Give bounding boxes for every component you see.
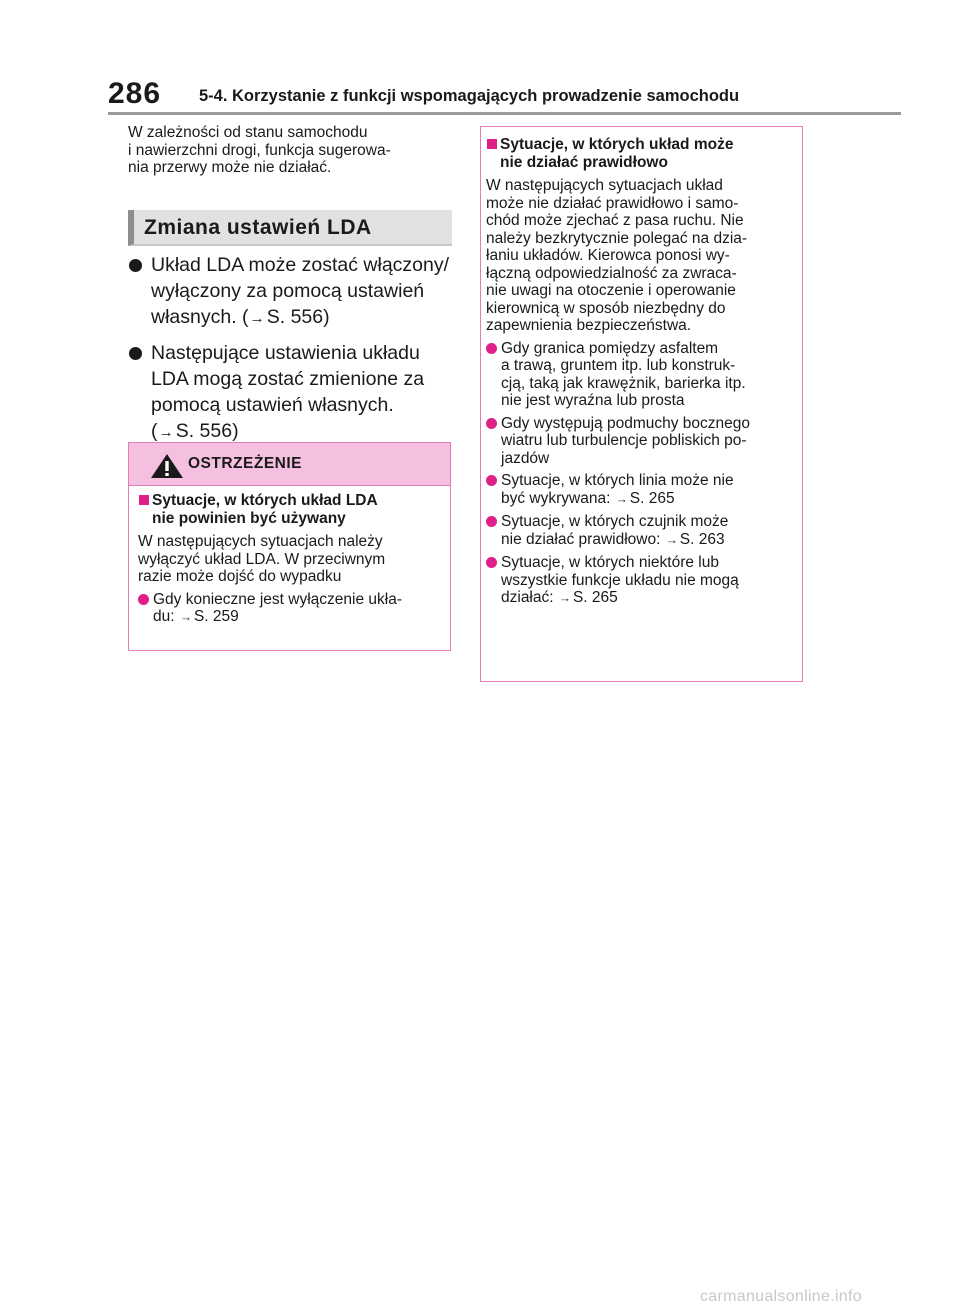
list-item — [486, 513, 800, 549]
subheading-line: nie powinien być używany — [152, 509, 346, 527]
limitations-body — [486, 136, 800, 613]
section-heading — [128, 210, 452, 246]
page-reference[interactable]: S. 263 — [679, 530, 725, 548]
page-header — [0, 0, 960, 120]
warning-subheading — [138, 492, 444, 527]
square-bullet-icon — [139, 495, 149, 505]
bullet-line: nie działać prawidłowo: — [501, 530, 665, 548]
bullet-line: a trawą, gruntem itp. lub konstruk- — [501, 357, 736, 374]
paragraph-line: łączną odpowiedzialność za zwraca- — [486, 264, 737, 282]
bullet-line: pomocą ustawień własnych. — [151, 394, 394, 416]
bullet-dot-icon — [486, 475, 497, 486]
paragraph-line: zapewnienia bezpieczeństwa. — [486, 317, 692, 334]
warning-header — [129, 443, 450, 486]
limitations-subheading — [486, 136, 800, 171]
paragraph-line: należy bezkrytycznie polegać na dzia- — [486, 229, 748, 247]
arrow-right-icon: → — [158, 424, 174, 441]
page-reference[interactable]: S. 259 — [193, 608, 239, 625]
list-item — [486, 554, 800, 608]
section-title: Zmiana ustawień LDA — [144, 216, 372, 239]
page-reference[interactable]: S. 265 — [629, 489, 675, 507]
paragraph-line: kierownicą w sposób niezbędny do — [486, 299, 726, 317]
subheading-line: Sytuacje, w których układ może — [500, 136, 734, 153]
header-divider — [108, 112, 901, 115]
bullet-dot-icon — [486, 418, 497, 429]
limitations-paragraph — [486, 177, 800, 335]
bullet-line: wyłączony za pomocą ustawień — [151, 280, 425, 302]
bullet-line: du: — [153, 608, 179, 625]
bullet-line: Sytuacje, w których linia może nie — [501, 472, 734, 489]
bullet-line: Sytuacje, w których niektóre lub — [501, 554, 719, 571]
square-bullet-icon — [487, 139, 497, 149]
list-item — [128, 340, 458, 446]
paragraph-line: W następujących sytuacjach układ — [486, 177, 723, 194]
arrow-right-icon: → — [615, 491, 628, 506]
bullet-dot-icon — [138, 594, 149, 605]
bullet-line: nie jest wyraźna lub prosta — [501, 392, 685, 409]
intro-line: i nawierzchni drogi, funkcja sugerowa- — [128, 141, 391, 159]
watermark: carmanualsonline.info — [700, 1288, 862, 1305]
warning-title: OSTRZEŻENIE — [188, 455, 303, 472]
bullet-line: Gdy konieczne jest wyłączenie ukła- — [153, 590, 402, 608]
bullet-line: ( — [151, 420, 158, 442]
list-item — [486, 340, 800, 410]
bullet-line: jazdów — [501, 449, 550, 467]
bullet-dot-icon — [129, 347, 142, 360]
chapter-title: 5-4. Korzystanie z funkcji wspomagających prowadzenie samochodu — [199, 87, 740, 105]
arrow-right-icon: → — [558, 591, 571, 605]
intro-line: nia przerwy może nie działać. — [128, 159, 332, 176]
bullet-line: Następujące ustawienia układu — [151, 342, 420, 364]
bullet-line: Gdy granica pomiędzy asfaltem — [501, 339, 719, 357]
bullet-dot-icon — [486, 343, 497, 354]
paragraph-line: łaniu układów. Kierowca ponosi wy- — [486, 247, 730, 264]
warning-box — [128, 442, 451, 651]
paragraph-line: W następujących sytuacjach należy — [138, 533, 383, 550]
page-reference[interactable]: S. 556) — [266, 306, 330, 328]
intro-paragraph — [128, 124, 452, 177]
bullet-dot-icon — [486, 557, 497, 568]
list-item — [486, 472, 800, 508]
bullet-line: LDA mogą zostać zmienione za — [151, 368, 425, 390]
bullet-line: wszystkie funkcje układu nie mogą — [501, 571, 739, 589]
paragraph-line: wyłączyć układ LDA. W przeciwnym — [138, 550, 386, 568]
subheading-line: Sytuacje, w których układ LDA — [152, 492, 378, 509]
bullet-line: Sytuacje, w których czujnik może — [501, 513, 729, 530]
paragraph-line: może nie działać prawidłowo i samo- — [486, 194, 739, 212]
settings-bullet-list — [128, 252, 458, 454]
list-item — [138, 591, 444, 627]
warning-paragraph — [138, 533, 444, 586]
arrow-right-icon: → — [179, 610, 192, 624]
list-item — [128, 252, 458, 332]
paragraph-line: razie może dojść do wypadku — [138, 568, 342, 585]
bullet-line: Układ LDA może zostać włączony/ — [151, 254, 450, 276]
arrow-right-icon: → — [249, 310, 265, 327]
left-intro — [128, 124, 452, 177]
limitations-box — [480, 126, 803, 682]
intro-line: W zależności od stanu samochodu — [128, 124, 368, 141]
warning-body — [138, 492, 444, 632]
page-reference[interactable]: S. 556) — [175, 420, 239, 442]
bullet-line: Gdy występują podmuchy bocznego — [501, 414, 751, 432]
bullet-line: być wykrywana: — [501, 489, 615, 507]
list-item — [486, 415, 800, 468]
warning-triangle-icon — [150, 453, 184, 479]
page-number: 286 — [108, 77, 162, 110]
subheading-line: nie działać prawidłowo — [500, 153, 668, 171]
page-reference[interactable]: S. 265 — [572, 589, 618, 606]
bullet-line: wiatru lub turbulencje pobliskich po- — [501, 432, 747, 449]
arrow-right-icon: → — [665, 532, 678, 547]
bullet-dot-icon — [486, 516, 497, 527]
bullet-line: własnych. ( — [151, 306, 249, 328]
bullet-line: działać: — [501, 589, 558, 606]
paragraph-line: chód może zjechać z pasa ruchu. Nie — [486, 212, 744, 229]
paragraph-line: nie uwagi na otoczenie i operowanie — [486, 282, 736, 299]
bullet-dot-icon — [129, 259, 142, 272]
bullet-line: cją, taką jak krawężnik, barierka itp. — [501, 374, 746, 392]
